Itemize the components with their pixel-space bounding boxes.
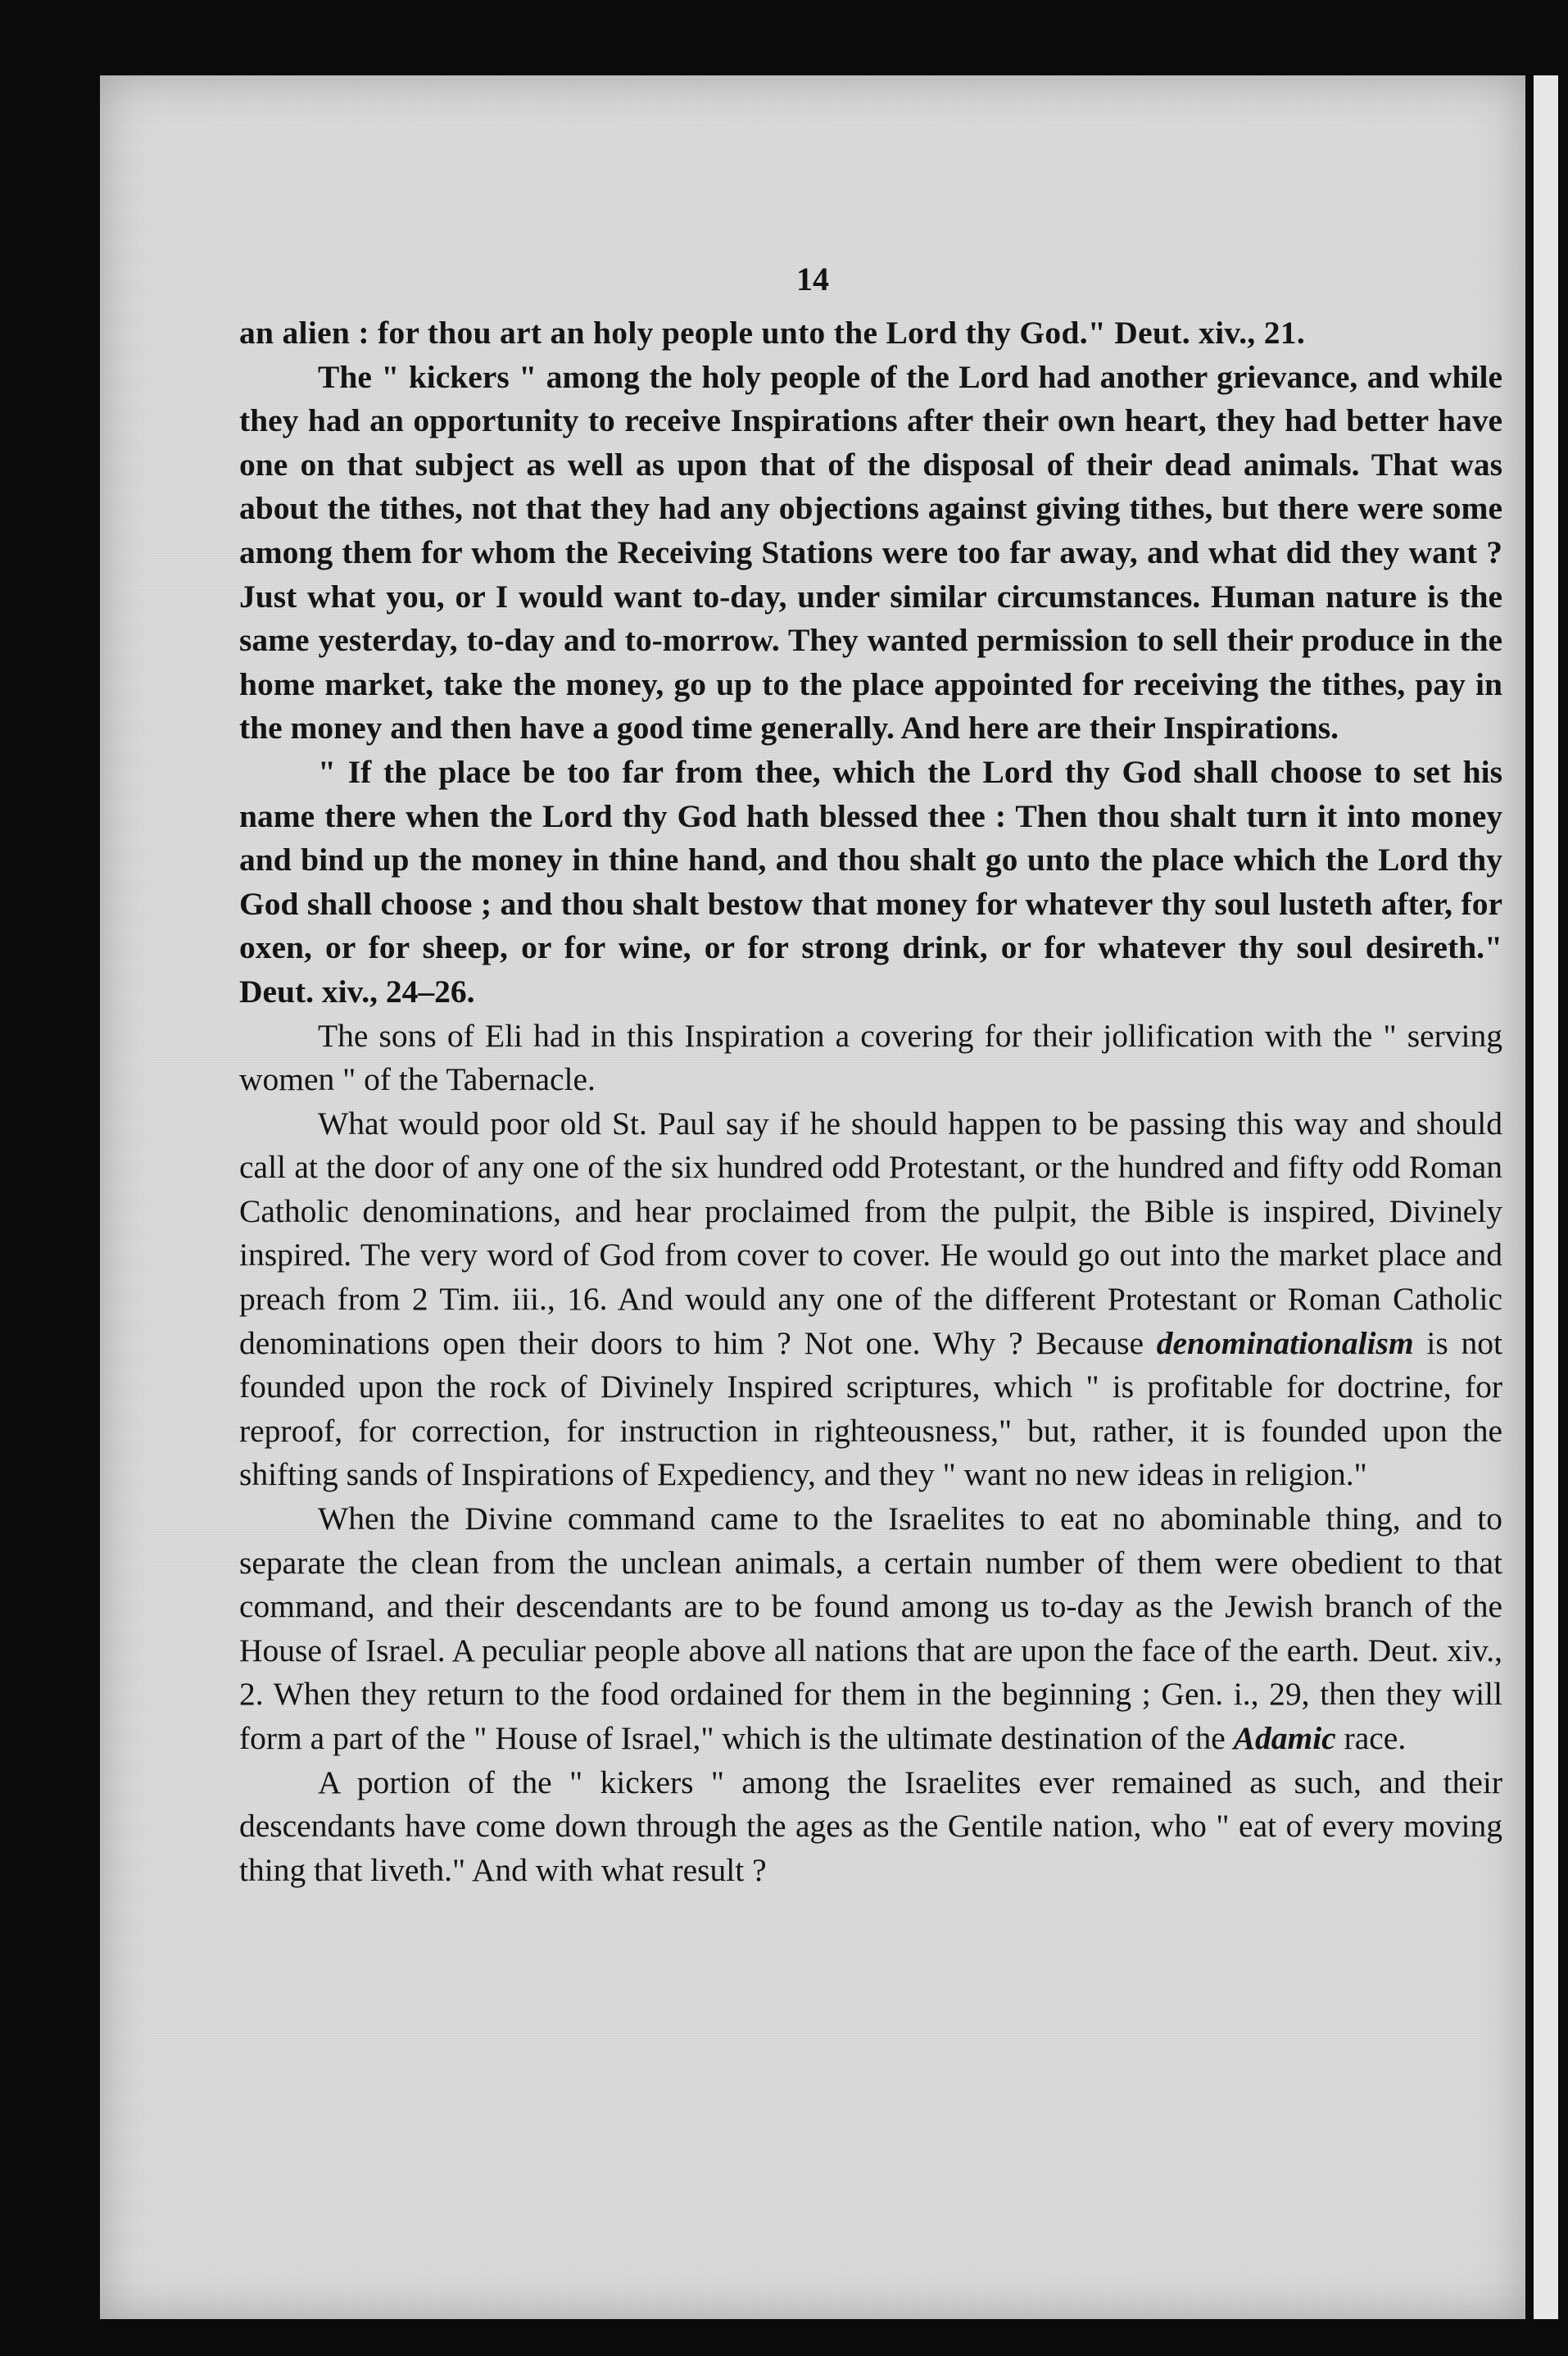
paragraph-continuation: an alien : for thou art an holy people unto the Lord thy God." Deut. xiv., 21. xyxy=(239,315,1306,351)
paragraph-kickers-gentile: A portion of the " kickers " among the Israelites ever remained as such, and their descendants have come down through the ages as the Gentile nation, who " eat of every moving thing that liveth." And with what result ? xyxy=(239,1764,1502,1888)
italic-term-adamic: Adamic xyxy=(1233,1720,1336,1756)
paragraph-st-paul xyxy=(239,1102,1502,1497)
page-number: 14 xyxy=(796,261,829,297)
paragraph-divine-command xyxy=(239,1497,1502,1761)
paragraph-kickers-grievance: The " kickers " among the holy people of the Lord had another grievance, and while they had an opportunity to receive Inspirations after their own heart, they had better have one on that subject as well as upon that of the disposal of their dead animals. That was about the tithes, not that they had any objections against giving tithes, but there were some among them for whom the Receiving Stations were too far away, and what did they want ? Just what you, or I would want to-day, under similar circumstances. Human nature is the same yesterday, to-day and to-morrow. They wanted permission to sell their produce in the home market, take the money, go up to the place appointed for receiving the tithes, pay in the money and then have a good time generally. And here are their Inspirations. xyxy=(239,358,1502,747)
italic-term-denominationalism: denominationalism xyxy=(1156,1324,1414,1361)
paragraph-deuteronomy-quote: " If the place be too far from thee, which the Lord thy God shall choose to set his name there when the Lord thy God hath blessed thee : Then thou shalt turn it into money and bind up the money in thine hand, and thou shalt go unto the place which the Lord thy God shall choose ; and thou shalt bestow that money for whatever thy soul lusteth after, for oxen, or for sheep, or for wine, or for strong drink, or for whatever thy soul desireth." Deut. xiv., 24–26. xyxy=(239,753,1502,1010)
book-page xyxy=(100,75,1525,2319)
paragraph-sons-of-eli: The sons of Eli had in this Inspiration a covering for their jollification with the " serving women " of the Tabernacle. xyxy=(239,1017,1502,1098)
paragraph-divine-command-text-before: When the Divine command came to the Israelites to eat no abominable thing, and to separate the clean from the unclean animals, a certain number of them were obedient to that command, and their descendants are to be found among us to-day as the Jewish branch of the House of Israel. A peculiar people above all nations that are upon the face of the earth. Deut. xiv., 2. When they return to the food ordained for them in the beginning ; Gen. i., 29, then they will form a part of the " House of Israel," which is the ultimate destination of the xyxy=(239,1500,1502,1756)
adjacent-page-edge xyxy=(1534,75,1558,2319)
paragraph-divine-command-text-after: race. xyxy=(1335,1720,1407,1756)
paragraph-st-paul-text-after: is not founded upon the rock of Divinely Inspired scriptures, which " is profitable for doctrine, for reproof, for correction, for instruction in righteousness," but, rather, it is founded upon the shifting sands of Inspirations of Expediency, and they " want no new ideas in religion." xyxy=(239,1324,1502,1493)
page-text xyxy=(239,311,1502,1892)
paragraph-st-paul-text-before: What would poor old St. Paul say if he should happen to be passing this way and should call at the door of any one of the six hundred odd Protestant, or the hundred and fifty odd Roman Catholic denominations, and hear proclaimed from the pulpit, the Bible is inspired, Divinely inspired. The very word of God from cover to cover. He would go out into the market place and preach from 2 Tim. iii., 16. And would any one of the different Protestant or Roman Catholic denominations open their doors to him ? Not one. Why ? Because xyxy=(239,1105,1502,1361)
